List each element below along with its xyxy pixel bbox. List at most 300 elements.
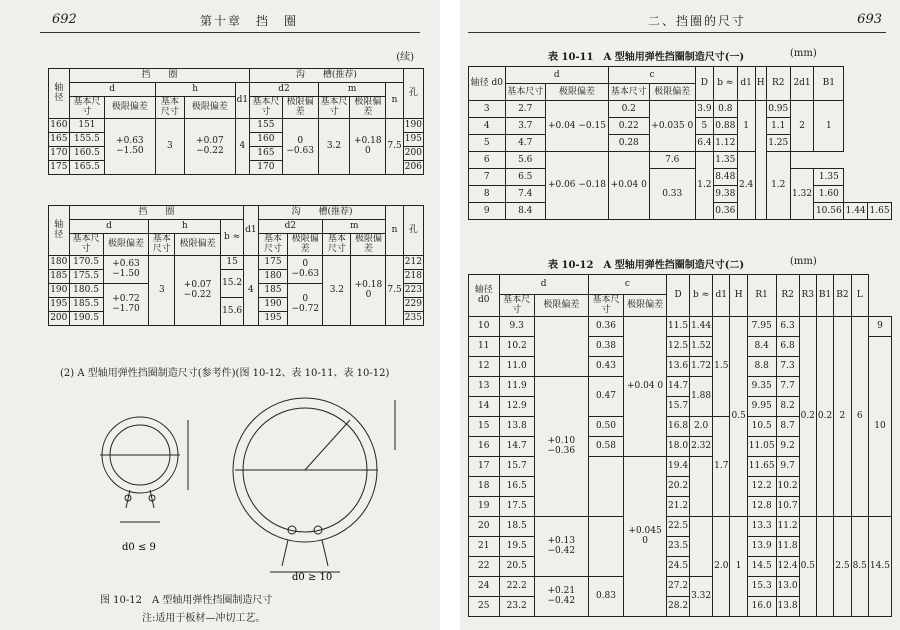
table-cell: +0.06 −0.18 [545, 152, 608, 220]
table-cell: 25 [469, 596, 500, 616]
table-cell: 1.52 [690, 336, 713, 356]
table-cell: 11.5 [667, 316, 690, 336]
table-cell: d [69, 220, 149, 234]
table-cell: 195 [49, 297, 70, 311]
table-cell: b ≈ [221, 220, 244, 256]
left-page [0, 0, 440, 630]
table-cell: 12.8 [747, 496, 776, 516]
table-cell: c [609, 67, 696, 84]
header-rule [40, 32, 420, 33]
table-cell: 1 [737, 101, 755, 152]
table-cell: 0.22 [609, 118, 650, 135]
table-cell: 极限偏差 [351, 234, 386, 256]
table-cell: 200 [49, 311, 70, 325]
figure-caption: 图 10-12 A 型轴用弹性挡圈制造尺寸 [100, 595, 273, 606]
left-page-header [0, 10, 440, 32]
table-cell: 14.5 [747, 556, 776, 576]
table-cell: D [695, 67, 713, 101]
table-row [469, 67, 892, 84]
table-cell: 190 [258, 297, 288, 311]
right-page-header [460, 10, 900, 32]
table-cell: 160 [49, 118, 70, 132]
continued-label: (续) [396, 52, 414, 63]
table-cell: 21.2 [667, 496, 690, 516]
table-cell: 7.4 [505, 186, 545, 203]
table-cell: 14.5 [868, 516, 891, 616]
table-cell: h [149, 220, 221, 234]
table-cell: 20.5 [499, 556, 534, 576]
table-cell: 9.3 [499, 316, 534, 336]
table-row [49, 220, 424, 234]
table-cell: 23.2 [499, 596, 534, 616]
table-cell: 11.8 [776, 536, 799, 556]
table-cell: +0.63 −1.50 [105, 118, 155, 174]
table-cell: 极限偏差 [534, 295, 588, 317]
table-cell [588, 516, 623, 576]
table-cell: 8.4 [747, 336, 776, 356]
table-cell: 151 [69, 118, 104, 132]
table-cell: 185.5 [69, 297, 103, 311]
table-cell: 15.3 [747, 576, 776, 596]
table-cell: 2d1 [790, 67, 814, 101]
table-cell: 180.5 [69, 283, 103, 297]
table-cell: +0.21 −0.42 [534, 576, 588, 616]
table-cell: 170 [49, 146, 70, 160]
table-cell: 15.2 [221, 269, 244, 297]
table-cell: 14 [469, 396, 500, 416]
table-cell: 8.8 [747, 356, 776, 376]
table-row [49, 118, 424, 132]
book-gutter [440, 0, 460, 630]
table-cell: 沟 槽(推荐) [258, 206, 386, 220]
table-cell: 15.7 [667, 396, 690, 416]
page-number: 692 [52, 12, 77, 27]
table-cell: 24.5 [667, 556, 690, 576]
table-cell: 9.2 [776, 436, 799, 456]
table-cell: 11 [469, 336, 500, 356]
table-cell: R2 [766, 67, 790, 101]
table-cell: 0.28 [609, 135, 650, 152]
table-10-12-caption: 表 10-12 A 型轴用弹性挡圈制造尺寸(二) [548, 260, 745, 271]
table-cell: 基本尺寸 [69, 97, 104, 119]
table-cell: 28.2 [667, 596, 690, 616]
table-cell: 6.3 [776, 316, 799, 336]
table-cell: 10 [868, 336, 891, 516]
ring-drawing [60, 390, 430, 580]
table-row [469, 152, 892, 169]
table-cell: 11.65 [747, 456, 776, 476]
table-cell: 9.95 [747, 396, 776, 416]
table-cell: 27.2 [667, 576, 690, 596]
table-cell: 0 −0.63 [288, 255, 323, 283]
table-cell: B1 [816, 275, 833, 317]
table-cell: 轴径 d0 [469, 275, 500, 317]
table-cell: D [667, 275, 690, 317]
table-cell: 2.7 [505, 101, 545, 118]
table-cell: 11.9 [499, 376, 534, 396]
table-cell: 23.5 [667, 536, 690, 556]
table-cell: 9.7 [776, 456, 799, 476]
table-10-11-caption: 表 10-11 A 型轴用弹性挡圈制造尺寸(一) [548, 52, 745, 63]
table-cell: 16 [469, 436, 500, 456]
table-cell: 5 [469, 135, 506, 152]
table-cell [816, 516, 833, 616]
table-cell: 基本尺寸 [69, 234, 103, 256]
table-cell: 12.9 [499, 396, 534, 416]
table-cell: 0.38 [588, 336, 623, 356]
table-cell: R3 [799, 275, 816, 317]
table-cell: 极限偏差 [175, 234, 221, 256]
table-cell: 12.2 [747, 476, 776, 496]
table-cell: 7.3 [776, 356, 799, 376]
table-cell: 8.2 [776, 396, 799, 416]
table-cell: n [386, 206, 403, 256]
table-cell: 175.5 [69, 269, 103, 283]
table-cell: 175 [49, 160, 70, 174]
table-cell: 孔 [403, 69, 423, 119]
table-cell [690, 456, 713, 516]
table-cell: 1.2 [766, 152, 790, 220]
table-cell: d [505, 67, 608, 84]
table-10-11 [468, 66, 892, 220]
table-cell: 极限偏差 [185, 97, 235, 119]
table-cell: d2 [250, 83, 319, 97]
table-cell: 8.5 [851, 516, 868, 616]
table-cell: 22.5 [667, 516, 690, 536]
table-cell: 7.6 [649, 152, 695, 169]
table-cell: 235 [403, 311, 423, 325]
table-cell: 7 [469, 169, 506, 186]
table-cell: 10.7 [776, 496, 799, 516]
table-cell: d1 [737, 67, 755, 101]
table-cell: 0.8 [713, 101, 737, 118]
table-cell: 基本尺寸 [149, 234, 175, 256]
table-cell: 19.5 [499, 536, 534, 556]
table-cell: 19.4 [667, 456, 690, 476]
table-cell: 1.35 [814, 169, 844, 186]
table-cell: 11.05 [747, 436, 776, 456]
table-cell: 极限偏差 [105, 97, 155, 119]
table-cell: +0.10 −0.36 [534, 376, 588, 516]
table-cell: 1.5 [713, 316, 730, 416]
page-number: 693 [857, 12, 882, 27]
table-cell: 基本尺寸 [499, 295, 534, 317]
table-cell: 0.58 [588, 436, 623, 456]
table-cell: 轴径 [49, 206, 70, 256]
table-cell: 2 [834, 316, 851, 516]
table-cell: 18 [469, 476, 500, 496]
table-cell: 6 [469, 152, 506, 169]
table-cell: 8.48 [713, 169, 737, 186]
table-cell: 10.56 [814, 203, 844, 220]
table-cell: 0 −0.72 [288, 283, 323, 325]
table-cell: 基本尺寸 [505, 84, 545, 101]
table-cell: 6.5 [505, 169, 545, 186]
table-cell: 180 [258, 269, 288, 283]
table-cell: 0.2 [816, 316, 833, 516]
table-cell: 极限偏差 [545, 84, 608, 101]
table-cell: 0.33 [649, 169, 695, 220]
table-cell: 13.9 [747, 536, 776, 556]
table-cell: 极限偏差 [624, 295, 667, 317]
table-cell: 极限偏差 [350, 97, 386, 119]
table-cell: 165.5 [69, 160, 104, 174]
table-cell: m [323, 220, 386, 234]
table-cell: 9 [868, 316, 891, 336]
table-cell: 0.50 [588, 416, 623, 436]
table-cell: 165 [49, 132, 70, 146]
table-row [469, 101, 892, 118]
table-cell: 10 [469, 316, 500, 336]
table-cell: 16.5 [499, 476, 534, 496]
table-cell: d1 [713, 275, 730, 317]
table-cell: 190 [403, 118, 423, 132]
table-cell: c [588, 275, 666, 295]
table-cell: 0.2 [609, 101, 650, 118]
table-cell: 4.7 [505, 135, 545, 152]
table-row [49, 83, 424, 97]
table-cell: n [386, 83, 403, 119]
table-cell: 孔 [403, 206, 423, 256]
table-cell: 13.6 [667, 356, 690, 376]
table-cell: R2 [776, 275, 799, 317]
table-cell [588, 456, 623, 516]
table-cell: 挡 圈 [69, 206, 244, 220]
table-cell: h [155, 83, 235, 97]
table-cell: 4 [469, 118, 506, 135]
table-cell: +0.63 −1.50 [103, 255, 149, 283]
table-cell: 0.5 [730, 316, 747, 516]
table-cell: 20.2 [667, 476, 690, 496]
table-cell: 155.5 [69, 132, 104, 146]
table-cell: 223 [403, 283, 423, 297]
table-cell: 10.2 [776, 476, 799, 496]
table-cell: 1.25 [766, 135, 790, 152]
table-cell: 基本尺寸 [155, 97, 185, 119]
table-cell: 16.0 [747, 596, 776, 616]
table-cell: 沟 槽(推荐) [250, 69, 404, 83]
table-cell: 12.4 [776, 556, 799, 576]
table-cell: 0.88 [713, 118, 737, 135]
table-cell: 1.35 [713, 152, 737, 169]
table-cell: 155 [250, 118, 282, 132]
table-cell: 14.7 [667, 376, 690, 396]
table-cell: 170 [250, 160, 282, 174]
table-cell: 12 [469, 356, 500, 376]
table-cell: +0.07 −0.22 [175, 255, 221, 325]
table-cell: B2 [834, 275, 851, 317]
table-cell: 2.4 [737, 152, 755, 220]
table-row [469, 316, 892, 336]
table-cell: 16.8 [667, 416, 690, 436]
table-cell: 15.6 [221, 297, 244, 325]
table-cell: +0.18 0 [350, 118, 386, 174]
table-cell: +0.04 0 [609, 152, 650, 220]
table-cell: 0.36 [713, 203, 737, 220]
table-cell: H [730, 275, 747, 317]
table-cell: d [69, 83, 155, 97]
small-ring-drawing [100, 417, 188, 522]
table-row [49, 255, 424, 269]
table-cell: 0.95 [766, 101, 790, 118]
table-10-11-unit: (mm) [790, 48, 817, 59]
table-cell: 190.5 [69, 311, 103, 325]
table-cell: 195 [258, 311, 288, 325]
table-cell: 185 [258, 283, 288, 297]
table-cell [690, 516, 713, 576]
table-cell: 极限偏差 [103, 234, 149, 256]
table-cell: 0.83 [588, 576, 623, 616]
table-cell: 0.2 [799, 316, 816, 516]
large-ring-label: d0 ≥ 10 [292, 572, 333, 580]
small-ring-label: d0 ≤ 9 [122, 542, 156, 553]
table-10-12-unit: (mm) [790, 256, 817, 267]
table-cell: 3.2 [318, 118, 349, 174]
table-cell: 229 [403, 297, 423, 311]
table-cell: 0.47 [588, 376, 623, 416]
table-cell: 22 [469, 556, 500, 576]
table-cell: H [755, 67, 766, 101]
table-cell: 17 [469, 456, 500, 476]
table-cell: 1 [730, 516, 747, 616]
table-cell: 0.5 [799, 516, 816, 616]
table-cell: 170.5 [69, 255, 103, 269]
table-cell: 基本尺寸 [258, 234, 288, 256]
table-cell: 2.0 [713, 516, 730, 616]
table-row [49, 206, 424, 220]
table-cell: 0.36 [588, 316, 623, 336]
table-cell: 10.2 [499, 336, 534, 356]
table-cell: 13.8 [776, 596, 799, 616]
table-cell: 160.5 [69, 146, 104, 160]
table-cell: 6.4 [695, 135, 713, 152]
table-cell: 11.2 [776, 516, 799, 536]
table-cell: R1 [747, 275, 776, 317]
table-cell: 轴径 [49, 69, 70, 119]
table-cell: 1.32 [790, 169, 814, 220]
table-cell: 7.5 [386, 255, 403, 325]
table-cell: +0.07 −0.22 [185, 118, 235, 174]
ring-dimension-table-bottom [48, 205, 424, 326]
table-cell: 基本尺寸 [250, 97, 282, 119]
figure-note: 注:适用于板材—冲切工艺。 [142, 613, 266, 624]
table-cell: 挡 圈 [69, 69, 249, 83]
table-cell: +0.045 0 [624, 456, 667, 616]
table-cell: 10.5 [747, 416, 776, 436]
table-cell: 6.8 [776, 336, 799, 356]
table-cell: 17.5 [499, 496, 534, 516]
table-cell: 9.35 [747, 376, 776, 396]
table-cell: 212 [403, 255, 423, 269]
table-cell: 3 [155, 118, 185, 174]
table-cell: 22.2 [499, 576, 534, 596]
table-cell: 1.7 [713, 416, 730, 516]
table-cell: 基本尺寸 [318, 97, 349, 119]
table-cell: 0.43 [588, 356, 623, 376]
table-cell: 基本尺寸 [609, 84, 650, 101]
table-cell: 2.32 [690, 436, 713, 456]
table-cell: 1.72 [690, 356, 713, 376]
table-cell: 0 −0.63 [282, 118, 318, 174]
table-cell: 6 [851, 316, 868, 516]
table-cell: 11.0 [499, 356, 534, 376]
table-cell: 4 [235, 118, 250, 174]
table-cell: 13.8 [499, 416, 534, 436]
table-cell: 3.9 [695, 101, 713, 118]
large-ring-drawing [233, 398, 395, 572]
table-cell: 18.5 [499, 516, 534, 536]
table-cell: 3.32 [690, 576, 713, 616]
table-cell: 轴径 d0 [469, 67, 506, 101]
table-cell: 15 [469, 416, 500, 436]
table-cell: 14.7 [499, 436, 534, 456]
table-cell: 1.60 [814, 186, 844, 203]
table-cell: 8.4 [505, 203, 545, 220]
table-cell: b ≈ [713, 67, 737, 101]
table-cell: d2 [258, 220, 323, 234]
table-cell: 1.1 [766, 118, 790, 135]
table-cell: 21 [469, 536, 500, 556]
table-cell: 极限偏差 [288, 234, 323, 256]
table-cell: 极限偏差 [649, 84, 695, 101]
table-10-12 [468, 274, 892, 617]
table-cell: 5.6 [505, 152, 545, 169]
table-cell: B1 [814, 67, 844, 101]
table-cell: +0.04 0 [624, 316, 667, 456]
table-cell: 9 [469, 203, 506, 220]
chapter-title: 二、挡圈的尺寸 [648, 14, 747, 28]
table-cell: 18.0 [667, 436, 690, 456]
table-cell: 13.0 [776, 576, 799, 596]
table-cell: 1.12 [713, 135, 737, 152]
table-cell: 极限偏差 [282, 97, 318, 119]
right-page [460, 0, 900, 630]
table-cell: m [318, 83, 386, 97]
table-cell: 12.5 [667, 336, 690, 356]
table-row [469, 275, 892, 295]
table-cell: 1 [814, 101, 844, 152]
table-cell: +0.72 −1.70 [103, 283, 149, 325]
table-cell: d1 [235, 83, 250, 119]
table-row [49, 69, 424, 83]
header-rule [468, 32, 886, 33]
table-cell: b ≈ [690, 275, 713, 317]
table-cell [534, 316, 588, 376]
table-cell: 4 [244, 255, 259, 325]
table-cell: 2.0 [690, 416, 713, 436]
table-cell: L [851, 275, 868, 317]
table-cell: 20 [469, 516, 500, 536]
table-cell: 1.88 [690, 376, 713, 416]
table-cell: 185 [49, 269, 70, 283]
table-cell: 218 [403, 269, 423, 283]
table-cell: +0.04 −0.15 [545, 101, 608, 152]
table-cell: d [499, 275, 588, 295]
table-cell: 19 [469, 496, 500, 516]
table-cell: 3.7 [505, 118, 545, 135]
table-cell: 200 [403, 146, 423, 160]
chapter-title: 第十章 挡 圈 [200, 14, 299, 28]
table-cell: 24 [469, 576, 500, 596]
table-cell: 7.95 [747, 316, 776, 336]
table-cell: 3 [149, 255, 175, 325]
table-cell: 9.38 [713, 186, 737, 203]
table-cell: 1.44 [844, 203, 868, 220]
table-cell: 1.44 [690, 316, 713, 336]
table-cell: 8 [469, 186, 506, 203]
table-cell: 基本尺寸 [323, 234, 351, 256]
table-cell: 15.7 [499, 456, 534, 476]
